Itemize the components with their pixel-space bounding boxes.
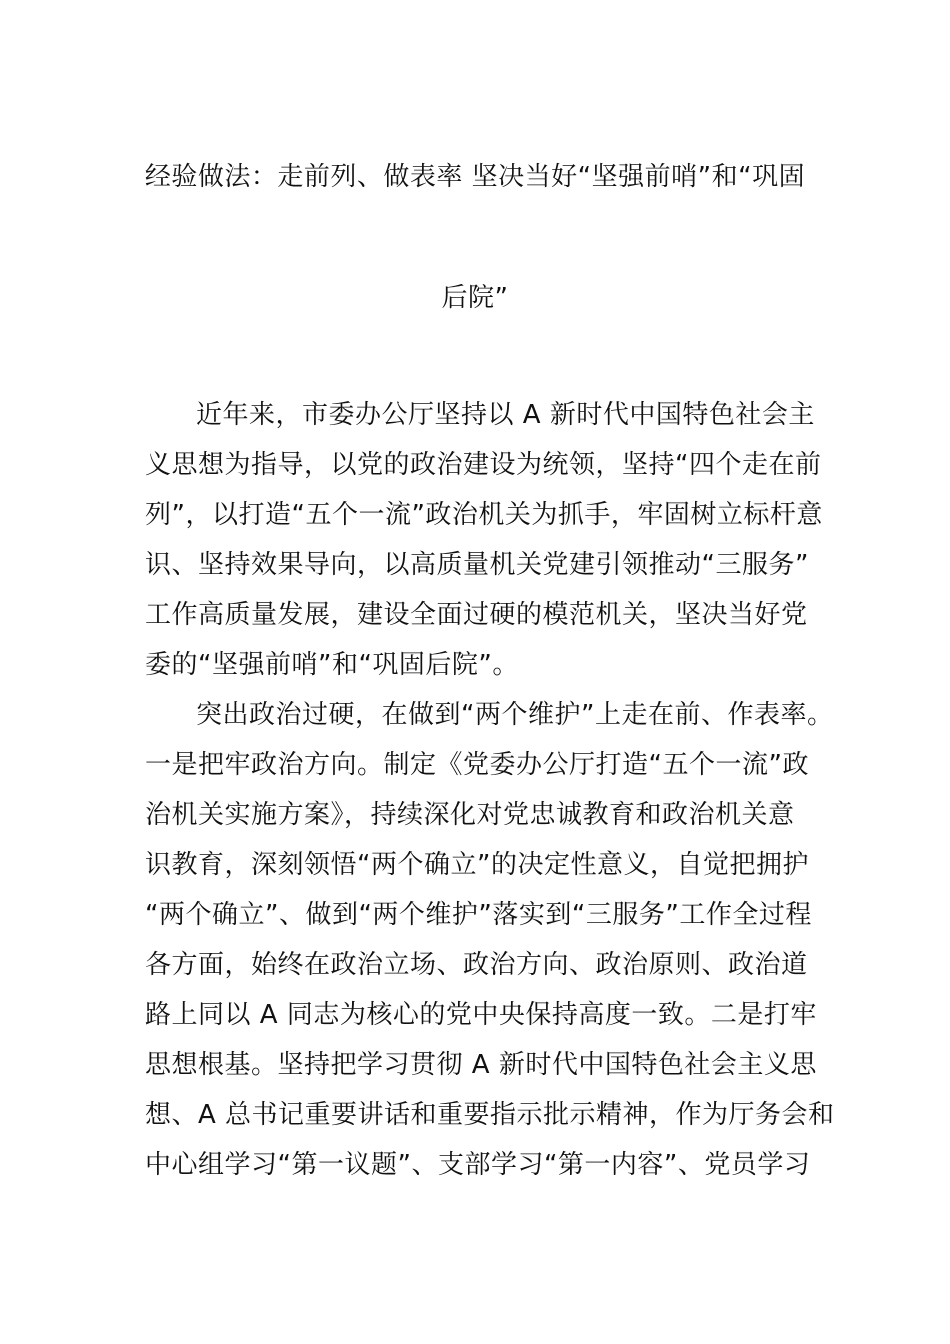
paragraph-2-line-6: 各方面，始终在政治立场、政治方向、政治原则、政治道 <box>145 950 808 980</box>
paragraph-2-line-10: 中心组学习“第一议题”、支部学习“第一内容”、党员学习 <box>145 1150 811 1180</box>
document-title-line-2: 后院” <box>441 283 509 313</box>
paragraph-2-line-2: 一是把牢政治方向。制定《党委办公厅打造“五个一流”政 <box>145 750 809 780</box>
paragraph-1-line-3: 列”，以打造“五个一流”政治机关为抓手，牢固树立标杆意 <box>145 500 823 530</box>
paragraph-2-line-4: 识教育，深刻领悟“两个确立”的决定性意义，自觉把拥护 <box>145 850 809 880</box>
document-title-line-1: 经验做法：走前列、做表率 坚决当好“坚强前哨”和“巩固 <box>144 162 806 192</box>
paragraph-2-line-7: 路上同以 A 同志为核心的党中央保持高度一致。二是打牢 <box>145 1000 817 1030</box>
paragraph-2-line-3: 治机关实施方案》，持续深化对党忠诚教育和政治机关意 <box>145 800 795 830</box>
paragraph-1-line-4: 识、坚持效果导向，以高质量机关党建引领推动“三服务” <box>145 550 809 580</box>
paragraph-1-line-6: 委的“坚强前哨”和“巩固后院”。 <box>145 650 519 680</box>
paragraph-1-line-1: 近年来，市委办公厅坚持以 A 新时代中国特色社会主 <box>196 400 815 430</box>
paragraph-2-line-8: 思想根基。坚持把学习贯彻 A 新时代中国特色社会主义思 <box>145 1050 817 1080</box>
paragraph-1-line-5: 工作高质量发展，建设全面过硬的模范机关，坚决当好党 <box>145 600 808 630</box>
paragraph-2-line-9: 想、A 总书记重要讲话和重要指示批示精神，作为厅务会和 <box>145 1100 835 1130</box>
paragraph-1-line-2: 义思想为指导，以党的政治建设为统领，坚持“四个走在前 <box>145 450 822 480</box>
paragraph-2-line-5: “两个确立”、做到“两个维护”落实到“三服务”工作全过程 <box>145 900 812 930</box>
paragraph-2-line-1: 突出政治过硬，在做到“两个维护”上走在前、作表率。 <box>196 700 834 730</box>
